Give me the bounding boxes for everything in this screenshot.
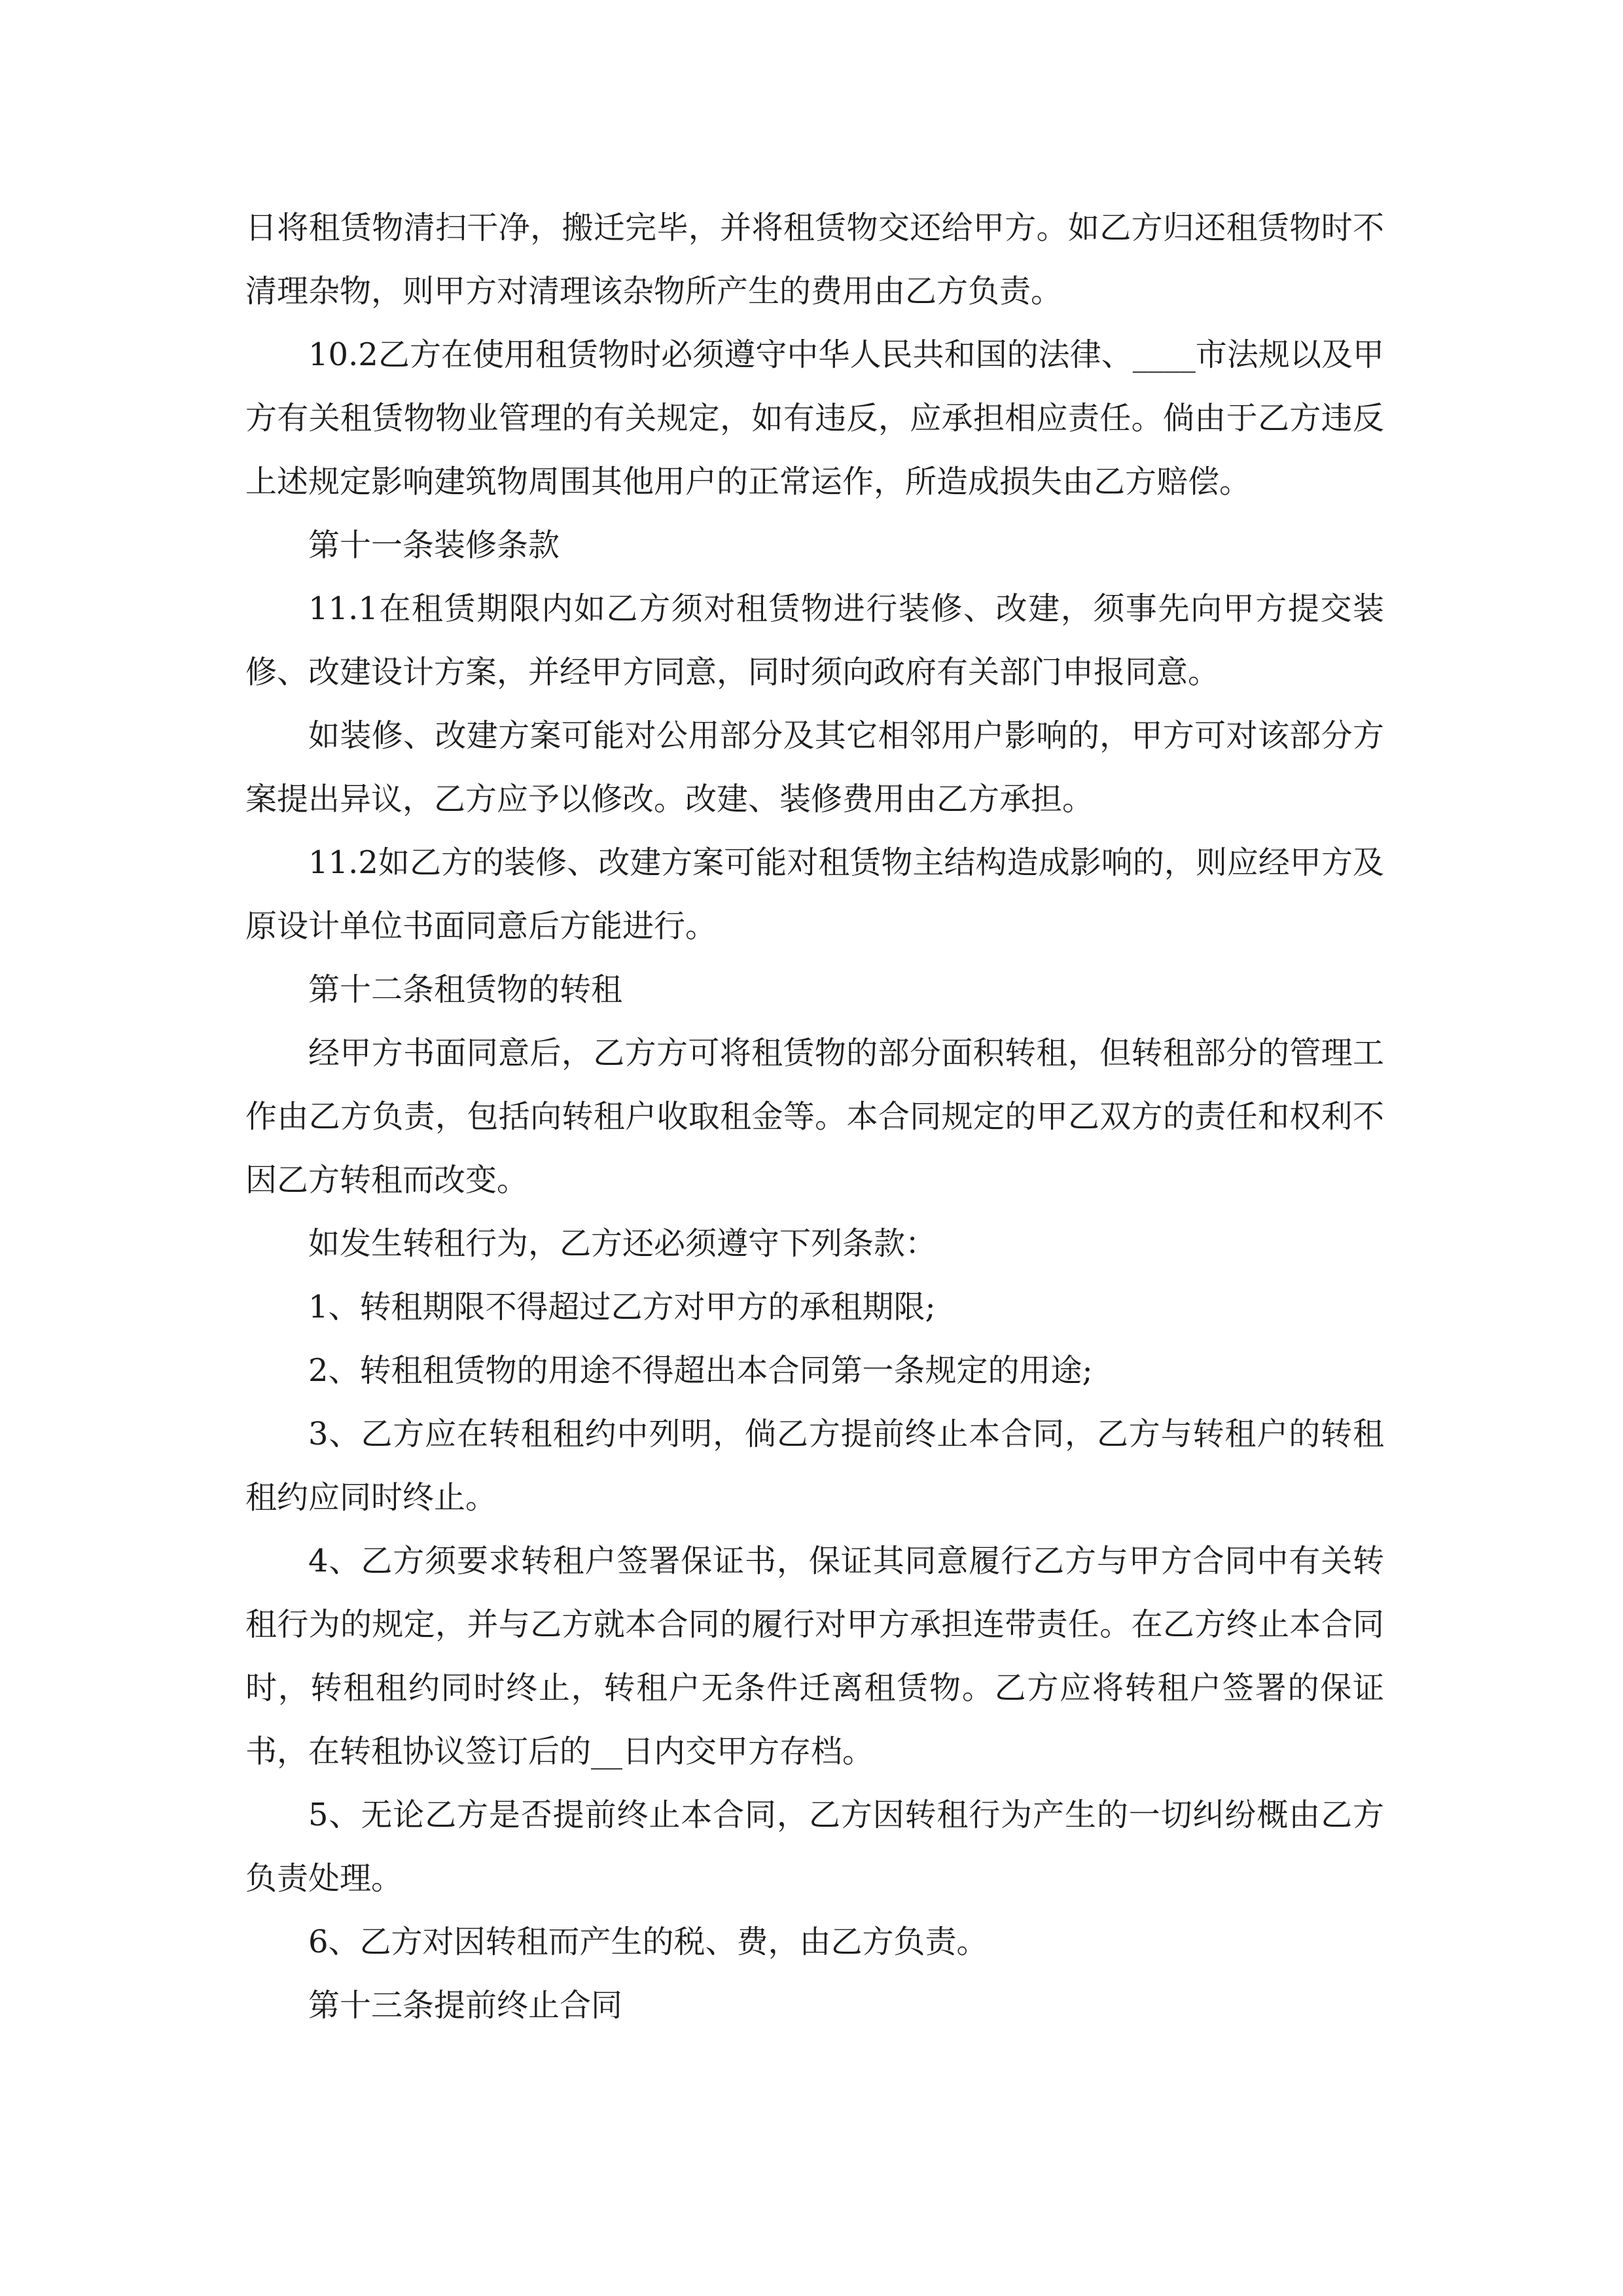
paragraph-clause-11-1-objection: 如装修、改建方案可能对公用部分及其它相邻用户影响的，甲方可对该部分方案提出异议，乙方应予以修改。改建、装修费用由乙方承担。 <box>245 717 1384 817</box>
heading-article-12: 第十二条租赁物的转租 <box>308 971 623 1008</box>
list-item-12-3: 3、乙方应在转租租约中列明，倘乙方提前终止本合同，乙方与转租户的转租租约应同时终止。 <box>245 1416 1384 1516</box>
heading-article-11: 第十一条装修条款 <box>308 527 560 564</box>
list-item-12-5: 5、无论乙方是否提前终止本合同，乙方因转租行为产生的一切纠纷概由乙方负责处理。 <box>245 1797 1384 1897</box>
list-item-12-6: 6、乙方对因转租而产生的税、费，由乙方负责。 <box>308 1924 988 1960</box>
list-item-12-2: 2、转租租赁物的用途不得超出本合同第一条规定的用途; <box>308 1352 1093 1389</box>
paragraph-clause-11-1: 11.1在租赁期限内如乙方须对租赁物进行装修、改建，须事先向甲方提交装修、改建设计方案，并经甲方同意，同时须向政府有关部门申报同意。 <box>245 590 1384 691</box>
list-item-12-4: 4、乙方须要求转租户签署保证书，保证其同意履行乙方与甲方合同中有关转租行为的规定，并与乙方就本合同的履行对甲方承担连带责任。在乙方终止本合同时，转租租约同时终止，转租户无条件迁离租赁物。乙方应将转租户签署的保证书，在转租协议签订后的__日内交甲方存档。 <box>245 1543 1384 1770</box>
list-item-12-1: 1、转租期限不得超过乙方对甲方的承租期限; <box>308 1289 936 1325</box>
heading-article-13: 第十三条提前终止合同 <box>308 1987 623 2024</box>
paragraph-clause-10-2: 10.2乙方在使用租赁物时必须遵守中华人民共和国的法律、____市法规以及甲方有关租赁物物业管理的有关规定，如有违反，应承担相应责任。倘由于乙方违反上述规定影响建筑物周围其他用户的正常运作，所造成损失由乙方赔偿。 <box>245 336 1384 500</box>
paragraph-article-12-conditions: 如发生转租行为，乙方还必须遵守下列条款： <box>308 1225 937 1262</box>
document-page <box>245 196 1384 2037</box>
paragraph-intro: 日将租赁物清扫干净，搬迁完毕，并将租赁物交还给甲方。如乙方归还租赁物时不清理杂物，则甲方对清理该杂物所产生的费用由乙方负责。 <box>245 209 1384 310</box>
paragraph-clause-11-2: 11.2如乙方的装修、改建方案可能对租赁物主结构造成影响的，则应经甲方及原设计单位书面同意后方能进行。 <box>245 844 1384 944</box>
paragraph-article-12-sublease: 经甲方书面同意后，乙方方可将租赁物的部分面积转租，但转租部分的管理工作由乙方负责，包括向转租户收取租金等。本合同规定的甲乙双方的责任和权利不因乙方转租而改变。 <box>245 1035 1384 1198</box>
